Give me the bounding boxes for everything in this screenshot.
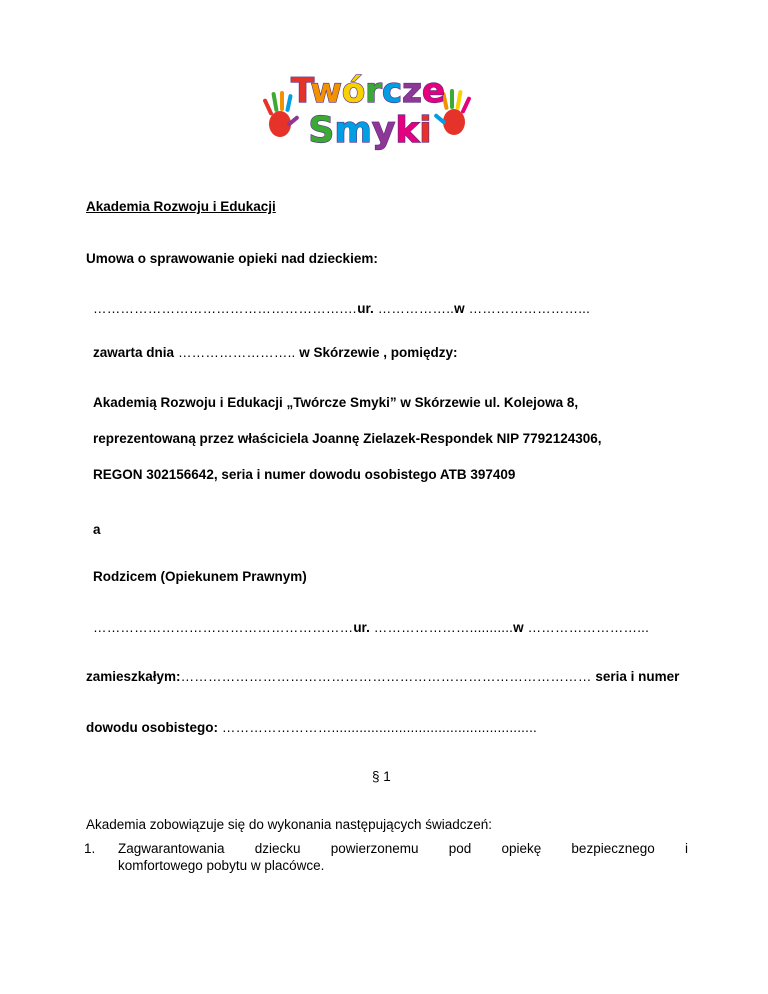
logo-letter: S [308, 110, 335, 151]
obligation-word: Zagwarantowania [118, 841, 225, 856]
concluded-rest: w Skórzewie , pomiędzy: [295, 345, 458, 360]
party1-line3: REGON 302156642, seria i numer dowodu osobistego ATB 397409 [93, 467, 516, 482]
residence-label: zamieszkałym: [86, 669, 181, 684]
id-card-line [86, 720, 537, 735]
parent-birthplace-blank[interactable]: ……………………... [523, 620, 650, 635]
agreement-title: Umowa o sprawowanie opieki nad dzieckiem: [86, 251, 378, 266]
logo-letter: m [334, 110, 372, 151]
obligation-item [84, 840, 688, 874]
id-card-label: dowodu osobistego: [86, 720, 218, 735]
obligation-word: i [684, 841, 688, 856]
party1-line1: Akademią Rozwoju i Edukacji „Twórcze Smyki” w Skórzewie ul. Kolejowa 8, [93, 395, 579, 410]
id-card-blank[interactable]: …………………….................................................... [217, 720, 537, 735]
logo-letter: y [371, 110, 396, 151]
logo-letter: c [382, 71, 403, 111]
child-born-label: ur. [357, 301, 374, 316]
obligation-number: 1. [84, 841, 96, 856]
logo-letter: k [395, 110, 420, 151]
conjunction: a [93, 522, 101, 537]
logo-letter: w [310, 71, 342, 111]
logo-letter: T [290, 71, 311, 111]
party2-label: Rodzicem (Opiekunem Prawnym) [93, 569, 307, 584]
child-details-line [93, 301, 590, 316]
logo-letter: ó [341, 71, 366, 111]
logo-letter: e [421, 71, 446, 111]
child-place-label: w [454, 301, 465, 316]
obligation-word: bezpiecznego [571, 841, 655, 856]
obligations-intro: Akademia zobowiązuje się do wykonania następujących świadczeń: [86, 817, 492, 832]
obligation-word: powierzonemu [330, 841, 419, 856]
obligation-line2: komfortowego pobytu w placówce. [118, 858, 325, 873]
section-heading: § 1 [372, 769, 391, 784]
logo-letter: z [402, 71, 422, 111]
parent-name-blank[interactable]: ………………………………………………… [93, 620, 354, 635]
logo-letter: i [419, 110, 432, 151]
concluded-line [93, 345, 458, 360]
logo-letter: r [365, 71, 383, 111]
party1-line2: reprezentowaną przez właściciela Joannę Zielazek-Respondek NIP 7792124306, [93, 431, 602, 446]
obligation-word: pod [448, 841, 472, 856]
obligation-word: dziecku [254, 841, 301, 856]
parent-birthdate-blank[interactable]: …………………........... [369, 620, 514, 635]
concluded-date-blank[interactable]: …………………….. [174, 345, 296, 360]
logo-title-line2 [308, 110, 431, 151]
residence-blank[interactable]: ……………………………………………………………………………… [180, 669, 592, 684]
residence-rest: seria i numer [591, 669, 680, 684]
parent-details-line [93, 620, 649, 635]
child-name-blank[interactable]: ……………………………………………….… [93, 301, 358, 316]
child-birthdate-blank[interactable]: …………….. [373, 301, 455, 316]
residence-line [86, 669, 679, 684]
child-birthplace-blank[interactable]: ……………………... [464, 301, 591, 316]
parent-place-label: w [513, 620, 524, 635]
organization-name: Akademia Rozwoju i Edukacji [86, 199, 276, 214]
logo-title-line1 [291, 71, 445, 111]
concluded-label: zawarta dnia [93, 345, 175, 360]
obligation-word: opiekę [501, 841, 542, 856]
tworcze-smyki-logo [258, 62, 478, 152]
parent-born-label: ur. [353, 620, 370, 635]
obligation-line1 [118, 840, 688, 857]
